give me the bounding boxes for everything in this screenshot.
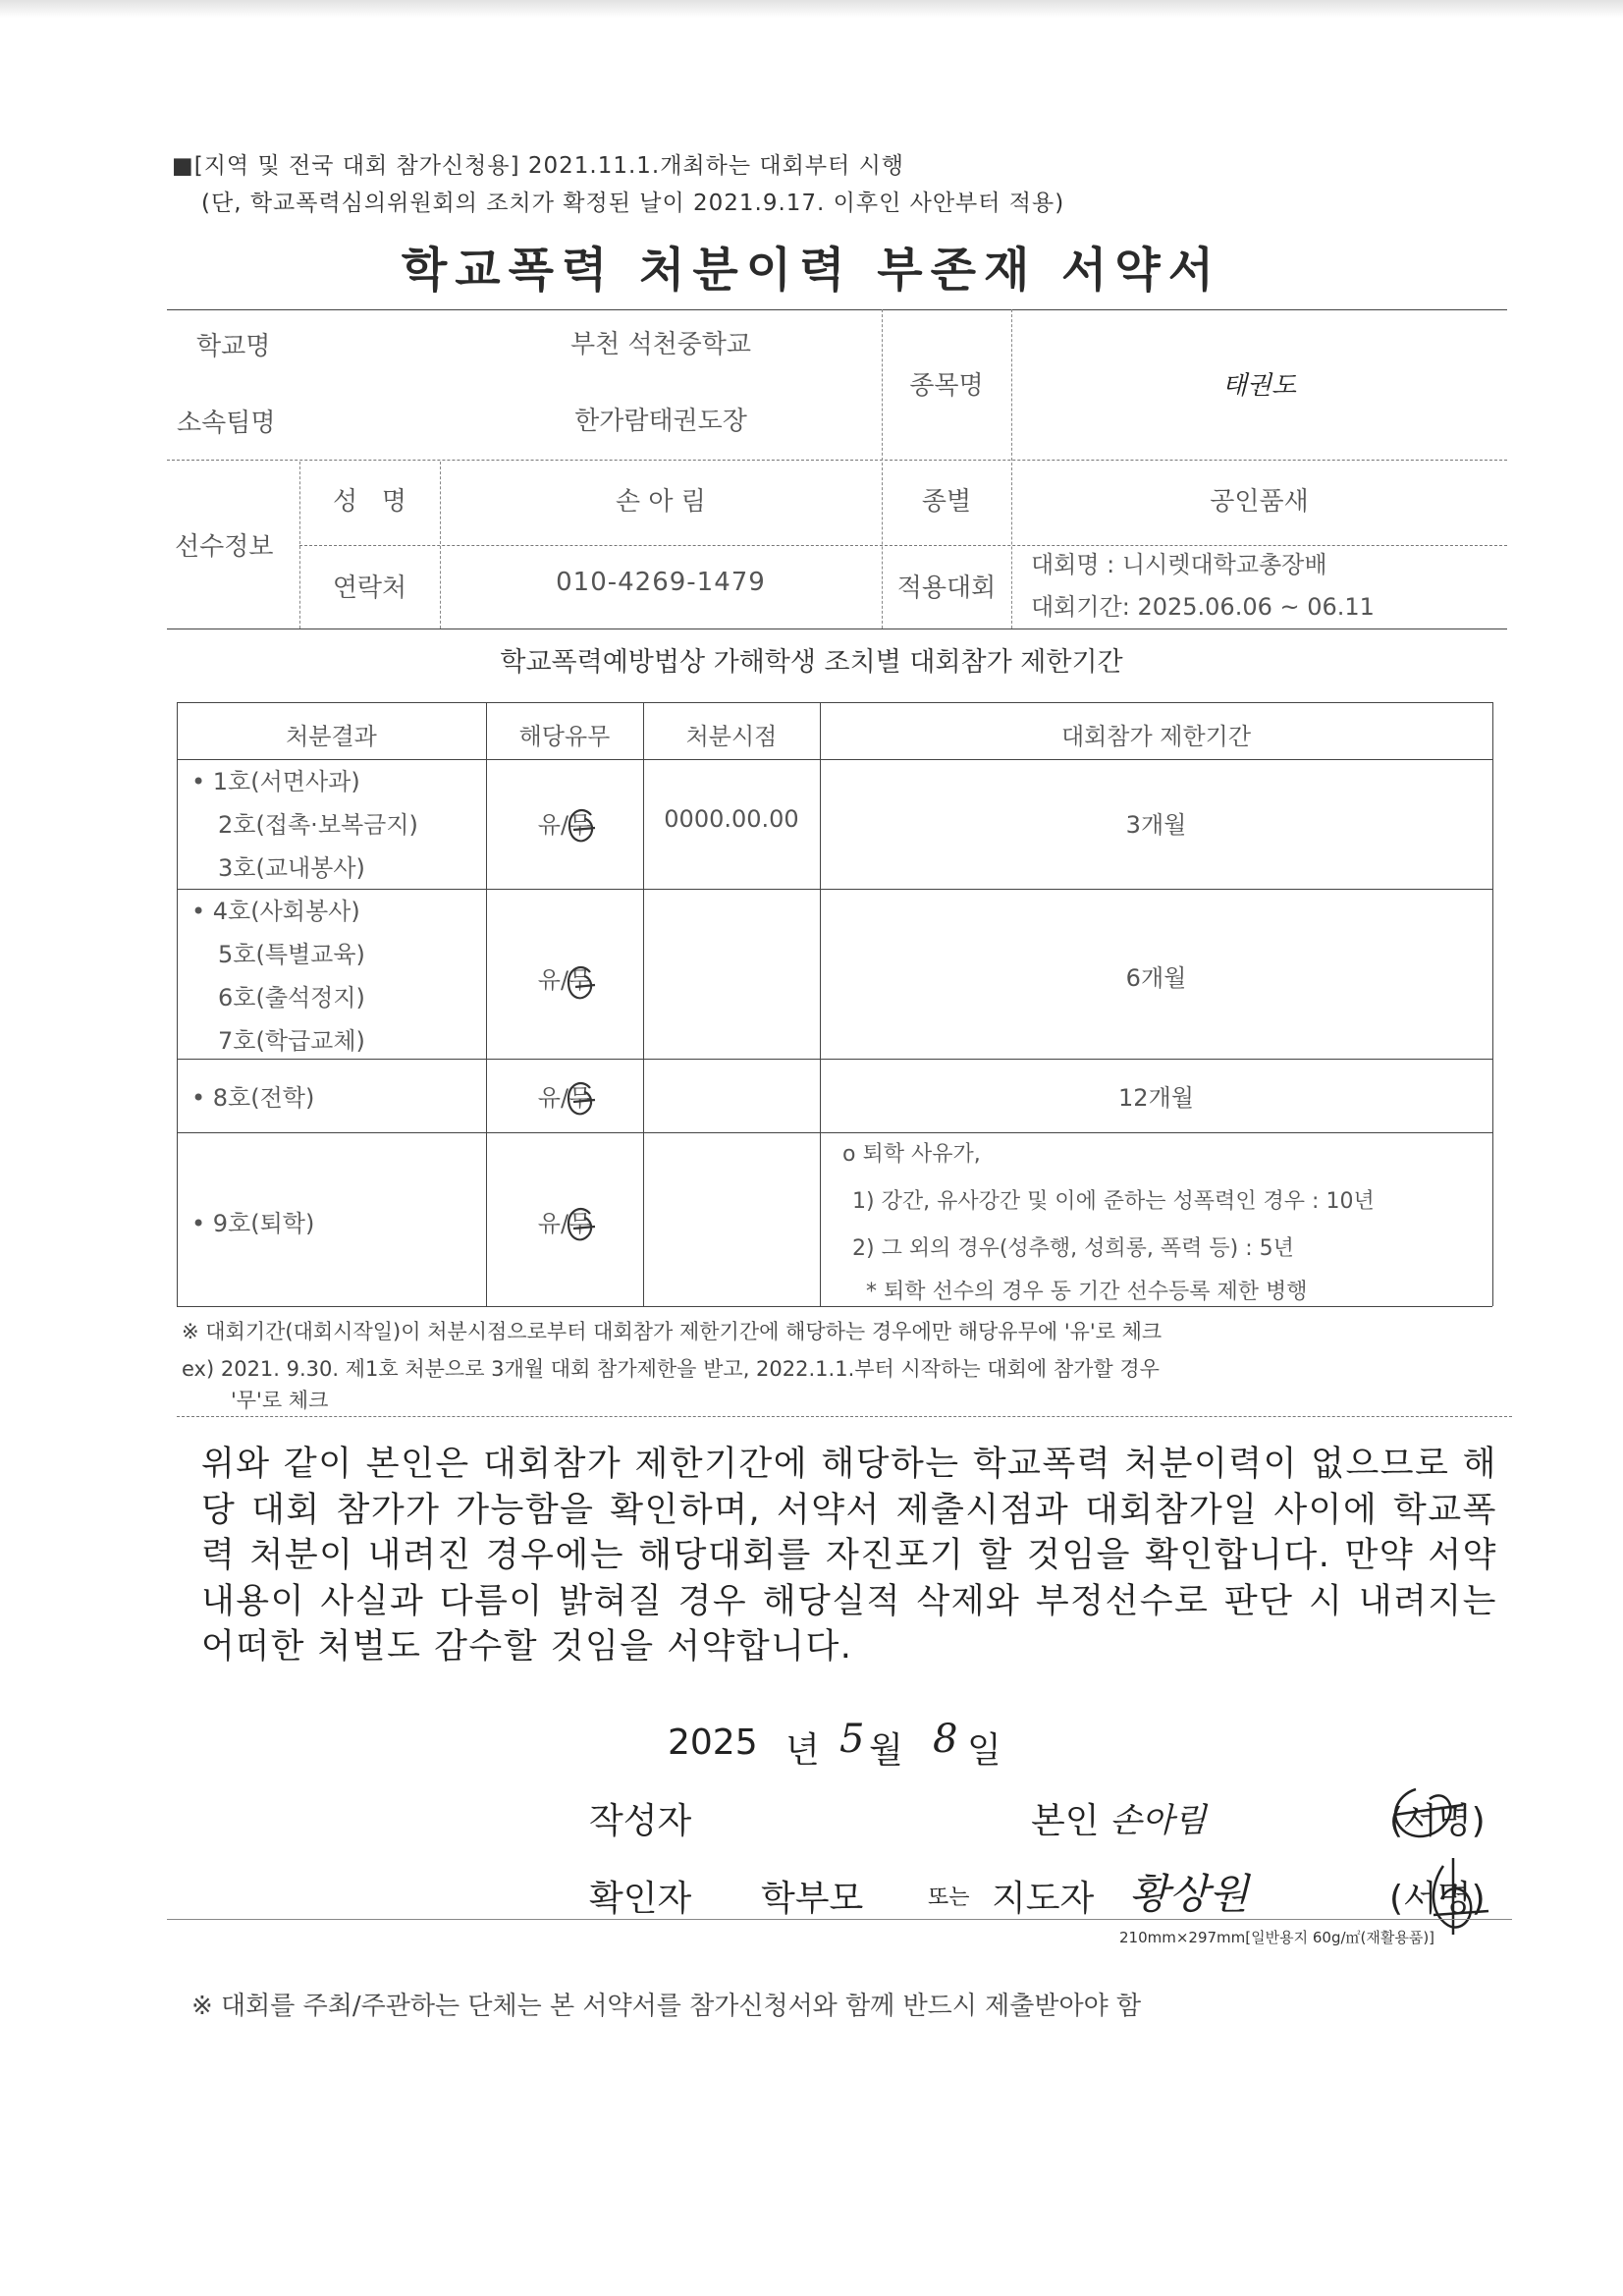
restriction-period: 12개월: [1118, 1084, 1194, 1112]
result-line: • 9호(퇴학): [191, 1210, 315, 1237]
header-period: 대회참가 제한기간: [1060, 723, 1252, 750]
disposition-date: 0000.00.00: [664, 805, 799, 833]
result-line: 6호(출석정지): [218, 984, 365, 1011]
applied-competition-label: 적용대회: [896, 574, 997, 603]
writer-label: 작성자: [589, 1801, 692, 1841]
pledge-text: 위와 같이 본인은 대회참가 제한기간에 해당하는 학교폭력 처분이력이 없으므로 해당 대회 참가가 가능함을 확인하며, 서약서 제출시점과 대회참가일 사이에 학교폭력 처분이 내려진 경우에는 해당대회를 자진포기 할 것임을 확인합니다. 만약 서약내용이 사실과 다름이 밝혀질 경우 해당실적 삭제와 부정선수로 판단 시 내려지는 어떠한 처벌도 감수할 것임을 서약합니다.: [201, 1445, 1497, 1667]
athlete-info-label: 선수정보: [175, 532, 274, 562]
date-day: 8: [933, 1717, 958, 1762]
coach-name: 황상원: [1129, 1870, 1249, 1918]
competition-period: 대회기간: 2025.06.06 ~ 06.11: [1031, 593, 1375, 621]
signature-marks: [1355, 1768, 1551, 1944]
applicable-choice: 유/무: [537, 1084, 592, 1112]
circle-mark: [568, 1209, 595, 1239]
verifier-label: 확인자: [589, 1879, 692, 1919]
header-result: 처분결과: [286, 723, 377, 750]
restriction-period: 3개월: [1125, 811, 1187, 839]
self-name: 손아림: [1109, 1801, 1207, 1840]
result-line: • 8호(전학): [191, 1084, 315, 1112]
date-year: 2025: [668, 1722, 758, 1763]
category-value: 공인품새: [1210, 487, 1309, 517]
date-year-unit: 년: [785, 1730, 820, 1771]
applicable-choice: 유/무: [537, 811, 592, 839]
school-value: 부천 석천중학교: [569, 330, 752, 359]
result-line: • 1호(서면사과): [191, 768, 360, 795]
self-signature-scribble: [1394, 1789, 1463, 1836]
note-check-rule: ※ 대회기간(대회시작일)이 처분시점으로부터 대회참가 제한기간에 해당하는 경우에만 해당유무에 '유'로 체크: [182, 1320, 1163, 1343]
circle-mark: [568, 967, 595, 998]
period-line: 1) 강간, 유사강간 및 이에 준하는 성폭력인 경우 : 10년: [852, 1189, 1375, 1214]
period-line: o 퇴학 사유가,: [842, 1142, 981, 1167]
header-date: 처분시점: [685, 723, 778, 750]
date-month: 5: [839, 1717, 865, 1762]
result-line: 2호(접촉·보복금지): [218, 811, 418, 839]
coach-label: 지도자: [992, 1879, 1095, 1919]
result-line: 3호(교내봉사): [218, 854, 365, 882]
note-example: ex) 2021. 9.30. 제1호 처분으로 3개월 대회 참가제한을 받고, 2022.1.1.부터 시작하는 대회에 참가할 경우: [182, 1357, 1160, 1381]
document-title: 학교폭력 처분이력 부존재 서약서: [401, 243, 1222, 298]
sign-placeholder-2: (서명): [1389, 1879, 1486, 1919]
team-value: 한가람태권도장: [574, 407, 747, 436]
sign-placeholder-1: (서명): [1389, 1801, 1486, 1841]
period-line: 2) 그 외의 경우(성추행, 성희롱, 폭력 등) : 5년: [852, 1236, 1294, 1261]
contact-value: 010-4269-1479: [556, 568, 766, 597]
category-label: 종별: [921, 487, 972, 517]
header-applicable: 해당유무: [518, 723, 611, 750]
self-label: 본인: [1031, 1801, 1100, 1841]
period-line: * 퇴학 선수의 경우 동 기간 선수등록 제한 병행: [866, 1280, 1308, 1304]
circle-mark: [569, 810, 595, 841]
school-label: 학교명: [196, 332, 271, 361]
applicable-choice: 유/무: [537, 1210, 592, 1237]
note-example-cont: '무'로 체크: [231, 1389, 329, 1412]
coach-signature-scribble: [1434, 1858, 1488, 1935]
applicable-choice: 유/무: [537, 966, 592, 994]
result-line: • 4호(사회봉사): [191, 898, 360, 925]
event-value: 태권도: [1221, 371, 1297, 401]
event-label: 종목명: [909, 371, 984, 401]
header-condition: (단, 학교폭력심의위원회의 조치가 확정된 날이 2021.9.17. 이후인 사안부터 적용): [201, 191, 1065, 216]
restriction-section-title: 학교폭력예방법상 가해학생 조치별 대회참가 제한기간: [500, 647, 1123, 678]
competition-name: 대회명 : 니시렛대학교총장배: [1031, 551, 1327, 578]
or-label: 또는: [928, 1886, 970, 1910]
parent-label: 학부모: [761, 1879, 864, 1919]
paper-spec: 210mm×297mm[일반용지 60g/㎡(재활용품)]: [1119, 1929, 1435, 1946]
date-day-unit: 일: [967, 1730, 1001, 1771]
team-label: 소속팀명: [177, 409, 276, 438]
header-applicability: ■[지역 및 전국 대회 참가신청용] 2021.11.1.개최하는 대회부터 시행: [172, 153, 905, 179]
name-value: 손 아 림: [616, 487, 706, 517]
restriction-period: 6개월: [1125, 964, 1187, 992]
contact-label: 연락처: [332, 574, 407, 603]
name-label: 성 명: [332, 487, 407, 517]
footnote: ※ 대회를 주최/주관하는 단체는 본 서약서를 참가신청서와 함께 반드시 제출받아야 함: [191, 1992, 1142, 2021]
circle-mark: [568, 1083, 595, 1114]
date-month-unit: 월: [869, 1730, 903, 1771]
result-line: 5호(특별교육): [218, 941, 365, 968]
result-line: 7호(학급교체): [218, 1027, 365, 1055]
